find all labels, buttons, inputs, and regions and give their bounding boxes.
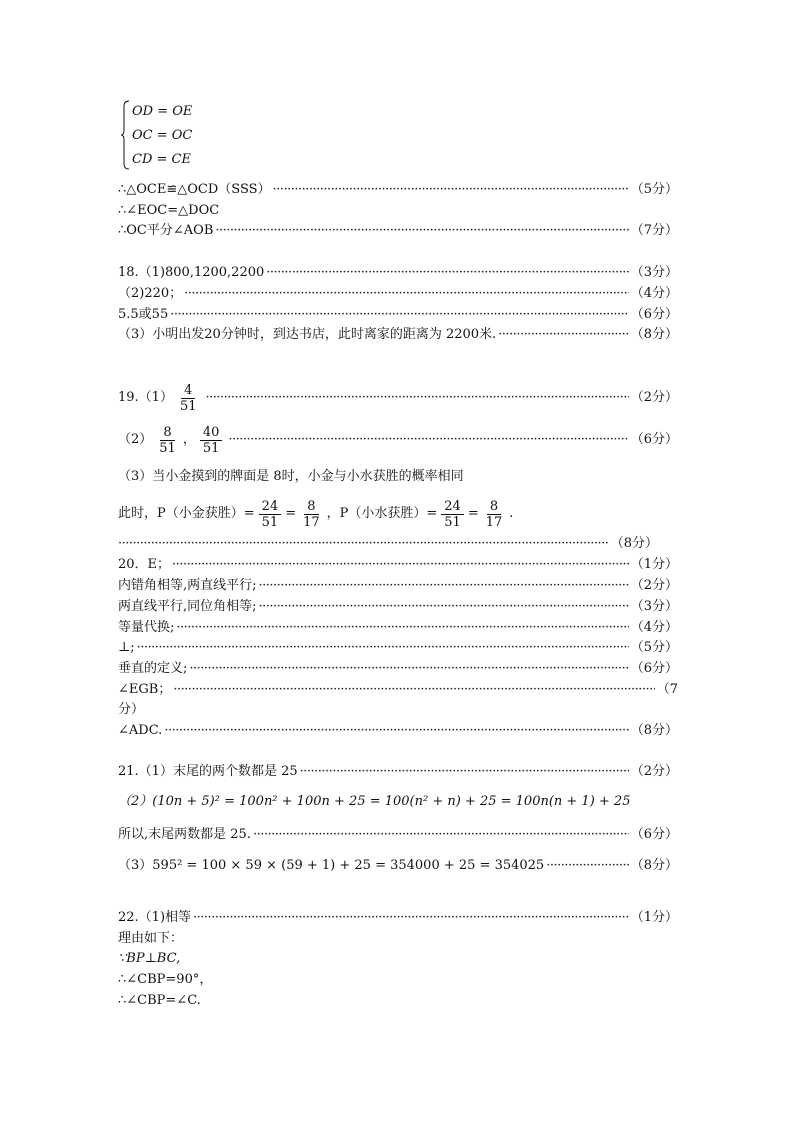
- q18-line-1-text: 18.（1)800,1200,2200: [118, 265, 265, 280]
- separator: ，: [182, 432, 196, 447]
- q17-line-1-score: （5分）: [630, 182, 678, 197]
- q19-line-3-text: （3）当小金摸到的牌面是 8时，小金与小水获胜的概率相同: [118, 469, 464, 484]
- q19-line-2-score: （6分）: [630, 432, 678, 447]
- fraction-denominator: 51: [179, 398, 197, 414]
- q21-line-4-formula: （3）595² = 100 × 59 × (59 + 1) + 25 = 354000 + 25 = 354025: [118, 858, 545, 873]
- fraction-numerator: 8: [304, 499, 318, 515]
- leader-dots: [193, 909, 629, 927]
- q18-line-4-text: （3）小明出发20分钟时，到达书店，此时离家的距离为 2200米.: [118, 327, 497, 342]
- fraction: [200, 425, 223, 456]
- q18-line-3-text: 5.5或55: [118, 307, 169, 322]
- q18-line-4: [118, 326, 678, 344]
- q21-line-3: [118, 826, 678, 844]
- q18-line-2: [118, 285, 678, 303]
- leader-dots: [228, 420, 628, 460]
- q22-line-4-text: ∴∠CBP=90°，: [118, 972, 213, 987]
- leader-dots: [137, 639, 629, 657]
- q18-line-2-score: （4分）: [630, 286, 678, 301]
- leader-dots: [215, 222, 628, 240]
- leader-dots: [300, 763, 629, 781]
- q20-line-2: [118, 577, 678, 595]
- q20-line-5-score: （5分）: [630, 640, 678, 655]
- system-eq-1: OD = OE: [132, 104, 193, 119]
- fraction-denominator: 51: [202, 440, 220, 456]
- q22-line-5: [118, 992, 678, 1010]
- q18-line-1: [118, 264, 678, 282]
- fraction-numerator: 24: [259, 499, 282, 515]
- q20-line-1-text: 20．E；: [118, 557, 171, 572]
- q18-line-4-score: （8分）: [630, 327, 678, 342]
- q20-line-6-text: 垂直的定义;: [118, 661, 188, 676]
- q18-line-2-text: （2)220；: [118, 286, 183, 301]
- q17-line-3: [118, 222, 678, 240]
- q20-line-3: [118, 598, 678, 616]
- q20-line-4: [118, 619, 678, 637]
- q19-line-3: [118, 468, 678, 486]
- q22-line-4: [118, 971, 678, 989]
- q19-line-2-prefix: （2）: [118, 432, 153, 447]
- q20-line-1: [118, 556, 678, 574]
- leader-dots: [173, 681, 654, 699]
- q21-line-1: [118, 763, 678, 781]
- left-brace: [120, 100, 130, 170]
- q18-line-3-score: （6分）: [630, 307, 678, 322]
- leader-dots: [170, 306, 629, 324]
- leader-dots: [184, 285, 629, 303]
- q20-line-8-score: （8分）: [630, 723, 678, 738]
- fraction: [259, 499, 282, 530]
- q17-line-2: [118, 202, 678, 220]
- q22-line-3-text: ∵BP⊥BC,: [118, 951, 181, 966]
- fraction-denominator: 17: [303, 514, 320, 530]
- q19-line-1-prefix: 19.（1）: [118, 390, 173, 405]
- q22-line-1-text: 22.（1)相等: [118, 910, 192, 925]
- q21-line-1-score: （2分）: [630, 764, 678, 779]
- q20-line-2-text: 内错角相等,两直线平行;: [118, 578, 257, 593]
- q20-line-7: [118, 681, 678, 699]
- q20-line-6-score: （6分）: [630, 661, 678, 676]
- q17-line-1-text: ∴△OCE≌△OCD（SSS）: [118, 182, 271, 197]
- q20-line-5: [118, 639, 678, 657]
- q20-line-7-text: ∠EGB；: [118, 682, 172, 697]
- q20-line-5-text: ⊥;: [118, 640, 135, 655]
- fraction-numerator: 24: [441, 499, 464, 515]
- leader-dots: [273, 181, 629, 199]
- leader-dots: [164, 722, 628, 740]
- period: .: [509, 506, 514, 521]
- q22-line-5-text: ∴∠CBP=∠C.: [118, 993, 201, 1008]
- fraction-numerator: 4: [181, 383, 195, 399]
- fraction-numerator: 8: [160, 425, 174, 441]
- q21-line-2: [118, 793, 678, 811]
- fraction: [441, 499, 464, 530]
- q18-line-1-score: （3分）: [630, 265, 678, 280]
- leader-dots: [253, 826, 629, 844]
- leader-dots: [498, 326, 629, 344]
- fraction-denominator: 51: [261, 514, 279, 530]
- q20-line-3-score: （3分）: [630, 599, 678, 614]
- leader-dots: [189, 660, 628, 678]
- equals-sign: =: [467, 506, 479, 521]
- q22-line-2-text: 理由如下：: [118, 931, 184, 946]
- q20-line-4-text: 等量代换;: [118, 620, 175, 635]
- q19-line-4: [118, 494, 678, 534]
- fraction: [300, 499, 323, 530]
- q21-line-4-score: （8分）: [630, 858, 678, 873]
- q21-line-4: [118, 857, 678, 875]
- fraction: [156, 425, 179, 456]
- system-eq-3: CD = CE: [132, 152, 191, 167]
- q19-line-1-score: （2分）: [630, 390, 678, 405]
- q21-line-3-text: 所以,末尾两数都是 25.: [118, 827, 251, 842]
- leader-dots: [172, 556, 629, 574]
- q18-line-3: [118, 306, 678, 324]
- q20-line-1-score: （1分）: [630, 557, 678, 572]
- q19-line-5: [118, 535, 658, 553]
- q22-line-1: [118, 909, 678, 927]
- leader-dots: [259, 577, 629, 595]
- q17-line-3-text: ∴OC平分∠AOB: [118, 223, 214, 238]
- q19-line-5-score: （8分）: [610, 536, 658, 551]
- q20-line-7b-text: 分）: [118, 702, 145, 717]
- q17-line-3-score: （7分）: [630, 223, 678, 238]
- q20-line-8: [118, 722, 678, 740]
- q20-line-8-text: ∠ADC.: [118, 723, 163, 738]
- q17-line-1: [118, 181, 678, 199]
- fraction-denominator: 51: [444, 514, 461, 530]
- fraction-numerator: 8: [487, 499, 501, 515]
- fraction: [177, 383, 200, 414]
- q21-line-1-text: 21.（1）末尾的两个数都是 25: [118, 764, 298, 779]
- leader-dots: [259, 598, 629, 616]
- leader-dots: [206, 378, 629, 418]
- leader-dots: [176, 619, 628, 637]
- q19-line-4-lead2: ，P（小水获胜）=: [326, 506, 438, 521]
- system-eq-2: OC = OC: [132, 128, 193, 143]
- leader-dots: [266, 264, 628, 282]
- q20-line-7b: [118, 701, 678, 719]
- q22-line-2: [118, 930, 678, 948]
- fraction: [483, 499, 506, 530]
- q20-line-4-score: （4分）: [630, 620, 678, 635]
- q22-line-1-score: （1分）: [630, 910, 678, 925]
- q21-line-2-formula: （2）(10n + 5)² = 100n² + 100n + 25 = 100(n² + n) + 25 = 100n(n + 1) + 25: [118, 794, 631, 809]
- q19-line-1: [118, 378, 678, 418]
- q17-line-2-text: ∴∠EOC=△DOC: [118, 203, 220, 218]
- leader-dots: [118, 535, 609, 553]
- q19-line-4-lead1: 此时，P（小金获胜）=: [118, 506, 255, 521]
- fraction-numerator: 40: [200, 425, 223, 441]
- q20-line-6: [118, 660, 678, 678]
- fraction-denominator: 17: [485, 514, 503, 530]
- q20-line-7-score: （7: [656, 682, 678, 697]
- leader-dots: [546, 857, 629, 875]
- q20-line-2-score: （2分）: [630, 578, 678, 593]
- equals-sign: =: [285, 506, 297, 521]
- q21-line-3-score: （6分）: [630, 827, 678, 842]
- q20-line-3-text: 两直线平行,同位角相等;: [118, 599, 257, 614]
- fraction-denominator: 51: [159, 440, 176, 456]
- q19-line-2: [118, 420, 678, 460]
- q22-line-3: [118, 950, 678, 968]
